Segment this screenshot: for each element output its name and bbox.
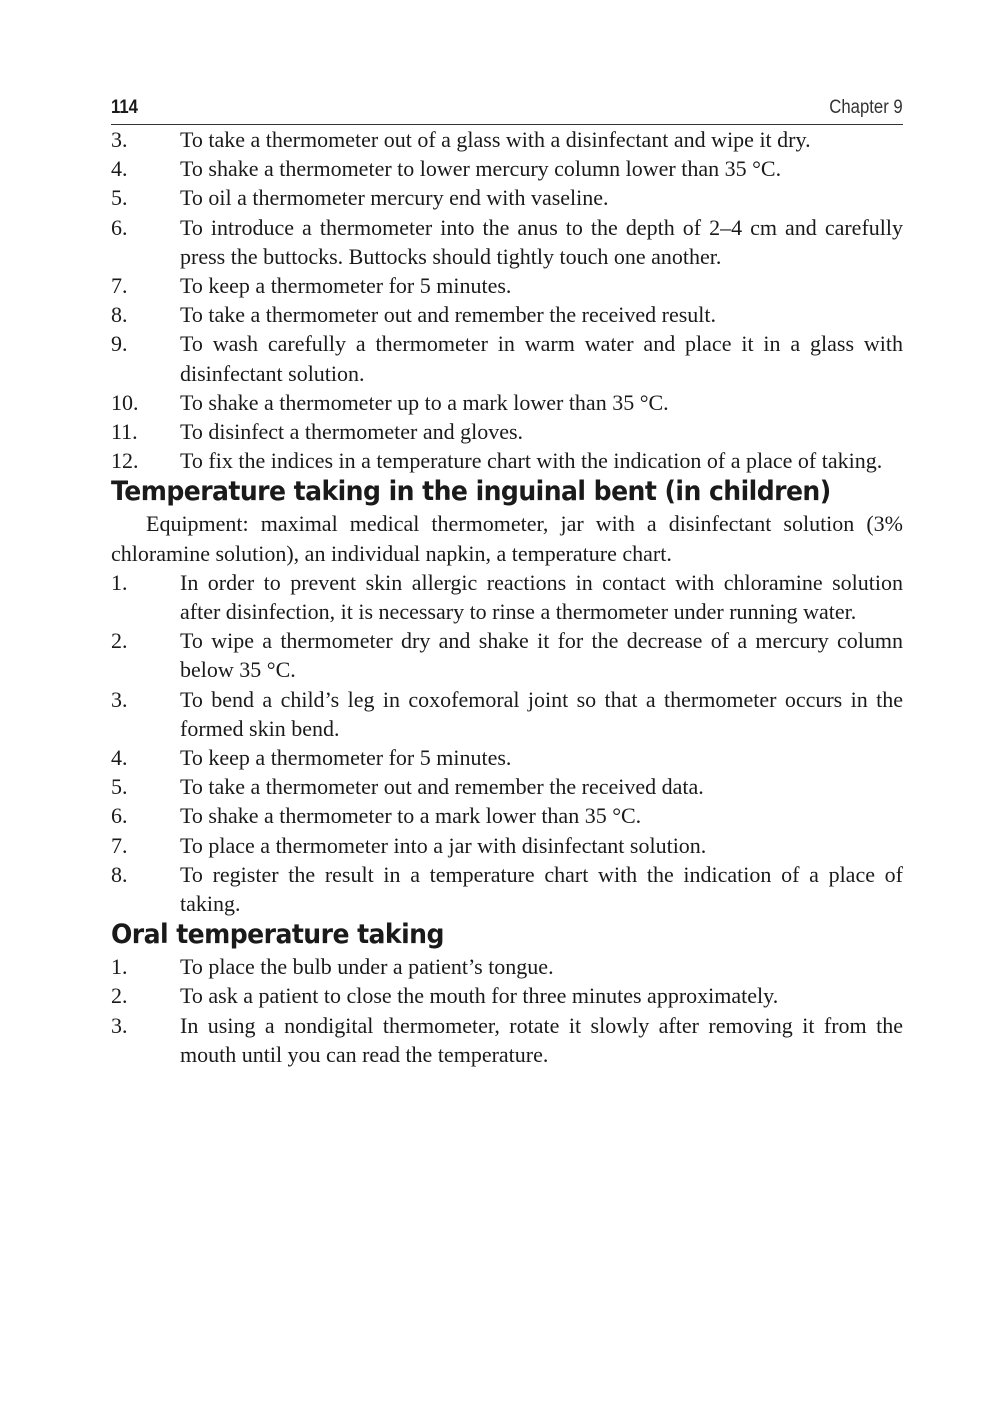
item-number: 1. bbox=[111, 569, 128, 595]
list-item bbox=[111, 125, 903, 154]
list-item bbox=[111, 772, 903, 801]
item-text: To place the bulb under a patient’s tongue. bbox=[180, 954, 554, 980]
item-number: 12. bbox=[111, 448, 139, 474]
item-text: To keep a thermometer for 5 minutes. bbox=[180, 745, 512, 771]
list-item bbox=[111, 183, 903, 212]
list-item bbox=[111, 446, 903, 475]
item-text: To shake a thermometer up to a mark lower than 35 °C. bbox=[180, 389, 669, 415]
item-number: 7. bbox=[111, 832, 128, 858]
item-number: 8. bbox=[111, 861, 128, 887]
item-number: 2. bbox=[111, 628, 128, 654]
equipment-paragraph: Equipment: maximal medical thermometer, jar with a disinfectant solution (3% chloramine solution), an individual napkin, a temperature chart. bbox=[111, 511, 903, 566]
item-text: To keep a thermometer for 5 minutes. bbox=[180, 273, 512, 299]
list-item bbox=[111, 388, 903, 417]
item-number: 4. bbox=[111, 156, 128, 182]
item-text: To place a thermometer into a jar with disinfectant solution. bbox=[180, 832, 707, 858]
item-number: 6. bbox=[111, 803, 128, 829]
rectal-steps-list bbox=[111, 125, 903, 475]
list-item bbox=[111, 981, 903, 1010]
item-text: To shake a thermometer to a mark lower than 35 °C. bbox=[180, 803, 642, 829]
item-number: 3. bbox=[111, 686, 128, 712]
item-number: 3. bbox=[111, 1012, 128, 1038]
item-text: To register the result in a temperature chart with the indication of a place of taking. bbox=[180, 861, 903, 917]
item-text: To take a thermometer out of a glass with a disinfectant and wipe it dry. bbox=[180, 127, 811, 152]
list-item bbox=[111, 1011, 903, 1069]
item-number: 6. bbox=[111, 214, 128, 240]
item-text: In order to prevent skin allergic reactions in contact with chloramine solution after disinfection, it is necessary to rinse a thermometer under running water. bbox=[180, 569, 903, 625]
list-item bbox=[111, 271, 903, 300]
item-text: To take a thermometer out and remember the received result. bbox=[180, 302, 717, 328]
item-text: In using a nondigital thermometer, rotate it slowly after removing it from the mouth until you can read the temperature. bbox=[180, 1012, 903, 1067]
running-header bbox=[111, 96, 903, 125]
list-item bbox=[111, 154, 903, 183]
list-item bbox=[111, 417, 903, 446]
list-item bbox=[111, 568, 903, 626]
item-text: To wash carefully a thermometer in warm water and place it in a glass with disinfectant solution. bbox=[180, 331, 903, 386]
item-number: 4. bbox=[111, 745, 128, 771]
item-text: To shake a thermometer to lower mercury column lower than 35 °C. bbox=[180, 156, 782, 182]
item-number: 1. bbox=[111, 954, 128, 980]
list-item bbox=[111, 801, 903, 830]
page-body bbox=[111, 125, 903, 1069]
list-item bbox=[111, 952, 903, 981]
item-text: To fix the indices in a temperature chart with the indication of a place of taking. bbox=[180, 448, 883, 474]
list-item bbox=[111, 213, 903, 271]
item-number: 2. bbox=[111, 983, 128, 1009]
item-text: To take a thermometer out and remember the received data. bbox=[180, 774, 704, 800]
list-item bbox=[111, 860, 903, 918]
item-text: To wipe a thermometer dry and shake it for the decrease of a mercury column below 35 °C. bbox=[180, 628, 903, 683]
item-number: 8. bbox=[111, 302, 128, 328]
page-number: 114 bbox=[111, 97, 138, 118]
inguinal-steps-list bbox=[111, 568, 903, 918]
section-heading-inguinal: Temperature taking in the inguinal bent (in children) bbox=[111, 476, 831, 508]
item-number: 7. bbox=[111, 273, 128, 299]
chapter-label: Chapter 9 bbox=[829, 97, 903, 118]
list-item bbox=[111, 300, 903, 329]
oral-steps-list bbox=[111, 952, 903, 1069]
item-number: 3. bbox=[111, 127, 128, 152]
book-page bbox=[111, 96, 903, 1069]
item-text: To disinfect a thermometer and gloves. bbox=[180, 419, 524, 445]
item-number: 10. bbox=[111, 389, 139, 415]
list-item bbox=[111, 743, 903, 772]
list-item bbox=[111, 685, 903, 743]
list-item bbox=[111, 831, 903, 860]
item-text: To introduce a thermometer into the anus to the depth of 2–4 cm and carefully press the buttocks. Buttocks should tightly touch one another. bbox=[180, 214, 903, 269]
item-number: 9. bbox=[111, 331, 128, 357]
item-text: To oil a thermometer mercury end with vaseline. bbox=[180, 185, 609, 211]
item-number: 11. bbox=[111, 419, 138, 445]
item-number: 5. bbox=[111, 774, 128, 800]
section-heading-oral: Oral temperature taking bbox=[111, 919, 444, 951]
item-number: 5. bbox=[111, 185, 128, 211]
list-item bbox=[111, 329, 903, 387]
item-text: To bend a child’s leg in coxofemoral joint so that a thermometer occurs in the formed skin bend. bbox=[180, 686, 903, 741]
item-text: To ask a patient to close the mouth for three minutes approximately. bbox=[180, 983, 779, 1009]
list-item bbox=[111, 626, 903, 684]
